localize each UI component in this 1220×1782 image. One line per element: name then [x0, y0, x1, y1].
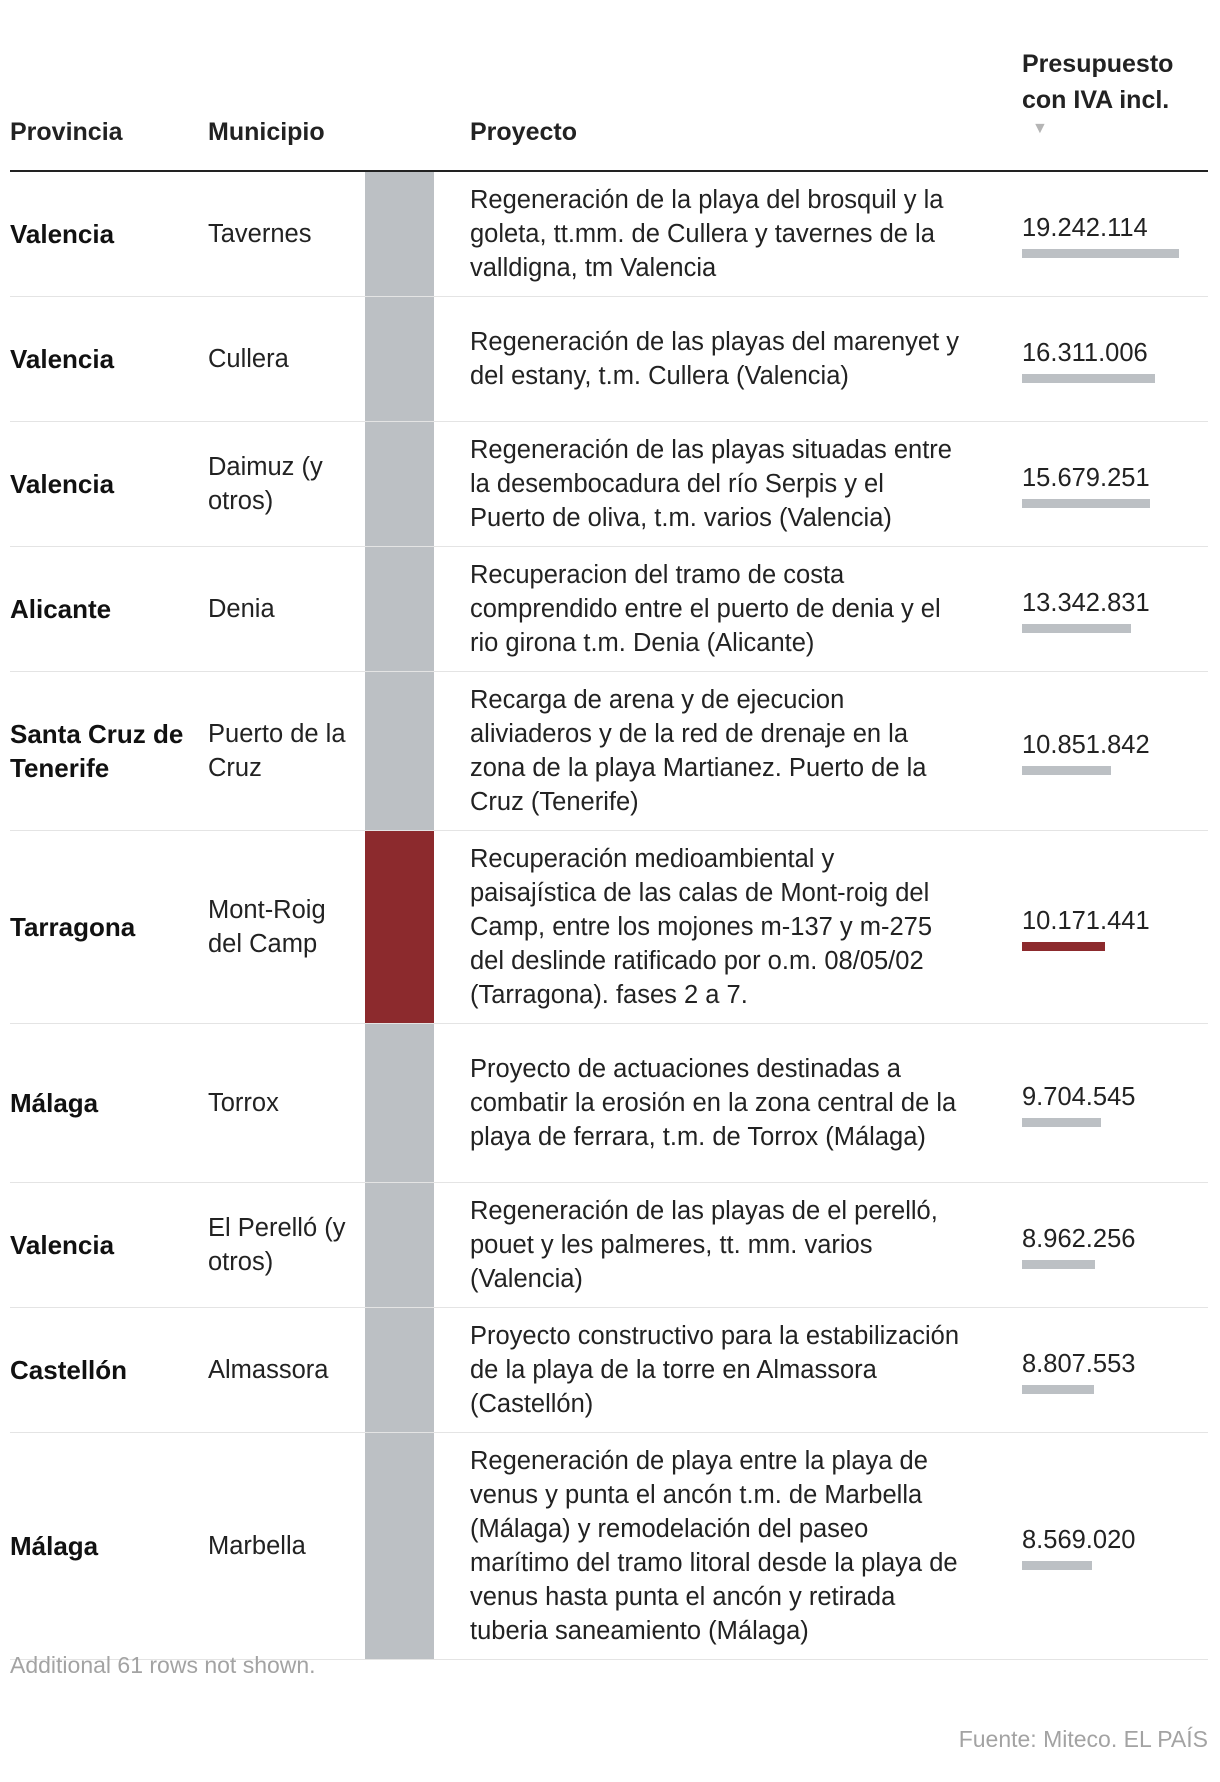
table-body — [10, 172, 1208, 1660]
cell-provincia — [10, 547, 195, 671]
presupuesto-value: 10.171.441 — [1022, 906, 1150, 935]
presupuesto-value: 15.679.251 — [1022, 463, 1150, 492]
provincia-text: Valencia — [10, 344, 115, 374]
presupuesto-value: 16.311.006 — [1022, 338, 1148, 367]
cell-municipio — [208, 1024, 358, 1182]
presupuesto-value: 13.342.831 — [1022, 588, 1150, 617]
header-municipio[interactable]: Municipio — [208, 118, 325, 146]
budget-bar — [1022, 766, 1111, 775]
cell-proyecto — [470, 831, 960, 1023]
cell-proyecto — [470, 297, 960, 421]
cell-proyecto — [470, 422, 960, 546]
cell-municipio — [208, 172, 358, 296]
presupuesto-value: 10.851.842 — [1022, 730, 1150, 759]
provincia-text: Málaga — [10, 1531, 99, 1561]
category-strip — [365, 172, 434, 296]
presupuesto-value: 8.807.553 — [1022, 1349, 1136, 1378]
cell-presupuesto — [1022, 831, 1212, 1023]
municipio-text: El Perelló (y otros) — [208, 1214, 346, 1276]
cell-provincia — [10, 422, 195, 546]
municipio-text: Torrox — [208, 1089, 279, 1117]
table-row — [10, 547, 1208, 672]
cell-presupuesto — [1022, 1183, 1212, 1307]
provincia-text: Valencia — [10, 469, 115, 499]
table-row — [10, 422, 1208, 547]
category-strip — [365, 672, 434, 830]
budget-bar — [1022, 249, 1179, 258]
budget-bar — [1022, 1260, 1095, 1269]
cell-presupuesto — [1022, 422, 1212, 546]
table-row — [10, 1024, 1208, 1183]
budget-bar — [1022, 942, 1105, 951]
table-row — [10, 1183, 1208, 1308]
cell-provincia — [10, 172, 195, 296]
proyecto-text: Proyecto constructivo para la estabilización de la playa de la torre en Almassora (Castellón) — [470, 1322, 959, 1418]
municipio-text: Mont-Roig del Camp — [208, 896, 326, 958]
provincia-text: Valencia — [10, 1230, 115, 1260]
cell-provincia — [10, 297, 195, 421]
cell-municipio — [208, 297, 358, 421]
source-credit: Fuente: Miteco. EL PAÍS — [958, 1726, 1208, 1752]
municipio-text: Almassora — [208, 1356, 329, 1384]
cell-provincia — [10, 831, 195, 1023]
proyecto-text: Recuperacion del tramo de costa comprendido entre el puerto de denia y el rio girona t.m. Denia (Alicante) — [470, 561, 941, 657]
table-row — [10, 297, 1208, 422]
municipio-text: Marbella — [208, 1532, 306, 1560]
footnote: Additional 61 rows not shown. — [10, 1652, 316, 1678]
budget-bar — [1022, 624, 1131, 633]
cell-presupuesto — [1022, 172, 1212, 296]
presupuesto-value: 19.242.114 — [1022, 213, 1148, 242]
category-strip — [365, 1024, 434, 1182]
category-strip — [365, 1433, 434, 1659]
presupuesto-value: 9.704.545 — [1022, 1082, 1136, 1111]
cell-presupuesto — [1022, 672, 1212, 830]
cell-proyecto — [470, 1024, 960, 1182]
header-presupuesto[interactable] — [1022, 46, 1212, 118]
cell-presupuesto — [1022, 1308, 1212, 1432]
cell-municipio — [208, 1183, 358, 1307]
cell-municipio — [208, 831, 358, 1023]
cell-proyecto — [470, 672, 960, 830]
header-proyecto[interactable]: Proyecto — [470, 118, 577, 146]
cell-provincia — [10, 672, 195, 830]
table-row — [10, 672, 1208, 831]
cell-proyecto — [470, 547, 960, 671]
cell-proyecto — [470, 1433, 960, 1659]
category-strip — [365, 297, 434, 421]
municipio-text: Daimuz (y otros) — [208, 453, 323, 515]
municipio-text: Cullera — [208, 345, 289, 373]
cell-proyecto — [470, 1183, 960, 1307]
sort-descending-icon[interactable]: ▼ — [1032, 120, 1048, 137]
provincia-text: Castellón — [10, 1355, 128, 1385]
provincia-text: Málaga — [10, 1088, 99, 1118]
budget-bar — [1022, 1385, 1094, 1394]
cell-presupuesto — [1022, 1024, 1212, 1182]
proyecto-text: Regeneración de la playa del brosquil y la goleta, tt.mm. de Cullera y tavernes de la valldigna, tm Valencia — [470, 186, 944, 282]
budget-bar — [1022, 1561, 1092, 1570]
table-row — [10, 1433, 1208, 1660]
cell-presupuesto — [1022, 1433, 1212, 1659]
cell-municipio — [208, 672, 358, 830]
presupuesto-value: 8.962.256 — [1022, 1224, 1136, 1253]
cell-presupuesto — [1022, 297, 1212, 421]
proyecto-text: Proyecto de actuaciones destinadas a combatir la erosión en la zona central de la playa de ferrara, t.m. de Torrox (Málaga) — [470, 1055, 957, 1151]
cell-provincia — [10, 1024, 195, 1182]
proyecto-text: Regeneración de playa entre la playa de venus y punta el ancón t.m. de Marbella (Málaga) y remodelación del paseo marítimo del tramo litoral desde la playa de venus hasta punta el ancón y retirada tuberia saneamiento (Málaga) — [470, 1447, 958, 1645]
proyecto-text: Regeneración de las playas situadas entre la desembocadura del río Serpis y el Puerto de oliva, t.m. varios (Valencia) — [470, 436, 952, 532]
provincia-text: Santa Cruz de Tenerife — [10, 719, 184, 783]
cell-provincia — [10, 1433, 195, 1659]
budget-table — [10, 0, 1208, 1660]
category-strip — [365, 831, 434, 1023]
municipio-text: Tavernes — [208, 220, 312, 248]
municipio-text: Puerto de la Cruz — [208, 720, 346, 782]
table-header — [10, 0, 1208, 172]
provincia-text: Tarragona — [10, 912, 136, 942]
header-presupuesto-line2: con IVA incl. — [1022, 86, 1170, 114]
proyecto-text: Recuperación medioambiental y paisajística de las calas de Mont-roig del Camp, entre los mojones m-137 y m-275 del deslinde ratificado por o.m. 08/05/02 (Tarragona). fases 2 a 7. — [470, 845, 933, 1009]
cell-provincia — [10, 1183, 195, 1307]
header-presupuesto-line1: Presupuesto — [1022, 50, 1174, 78]
table-row — [10, 172, 1208, 297]
table-row — [10, 1308, 1208, 1433]
proyecto-text: Regeneración de las playas de el perelló, pouet y les palmeres, tt. mm. varios (Valencia) — [470, 1197, 938, 1293]
budget-bar — [1022, 374, 1155, 383]
category-strip — [365, 1183, 434, 1307]
header-provincia[interactable]: Provincia — [10, 118, 123, 146]
cell-municipio — [208, 1433, 358, 1659]
category-strip — [365, 1308, 434, 1432]
table-row — [10, 831, 1208, 1024]
provincia-text: Alicante — [10, 594, 112, 624]
proyecto-text: Recarga de arena y de ejecucion aliviaderos y de la red de drenaje en la zona de la playa Martianez. Puerto de la Cruz (Tenerife) — [470, 686, 927, 816]
presupuesto-value: 8.569.020 — [1022, 1525, 1136, 1554]
category-strip — [365, 422, 434, 546]
cell-municipio — [208, 547, 358, 671]
cell-municipio — [208, 1308, 358, 1432]
budget-bar — [1022, 1118, 1101, 1127]
cell-proyecto — [470, 172, 960, 296]
cell-provincia — [10, 1308, 195, 1432]
category-strip — [365, 547, 434, 671]
budget-bar — [1022, 499, 1150, 508]
provincia-text: Valencia — [10, 219, 115, 249]
cell-proyecto — [470, 1308, 960, 1432]
cell-presupuesto — [1022, 547, 1212, 671]
proyecto-text: Regeneración de las playas del marenyet y del estany, t.m. Cullera (Valencia) — [470, 328, 960, 390]
cell-municipio — [208, 422, 358, 546]
municipio-text: Denia — [208, 595, 275, 623]
